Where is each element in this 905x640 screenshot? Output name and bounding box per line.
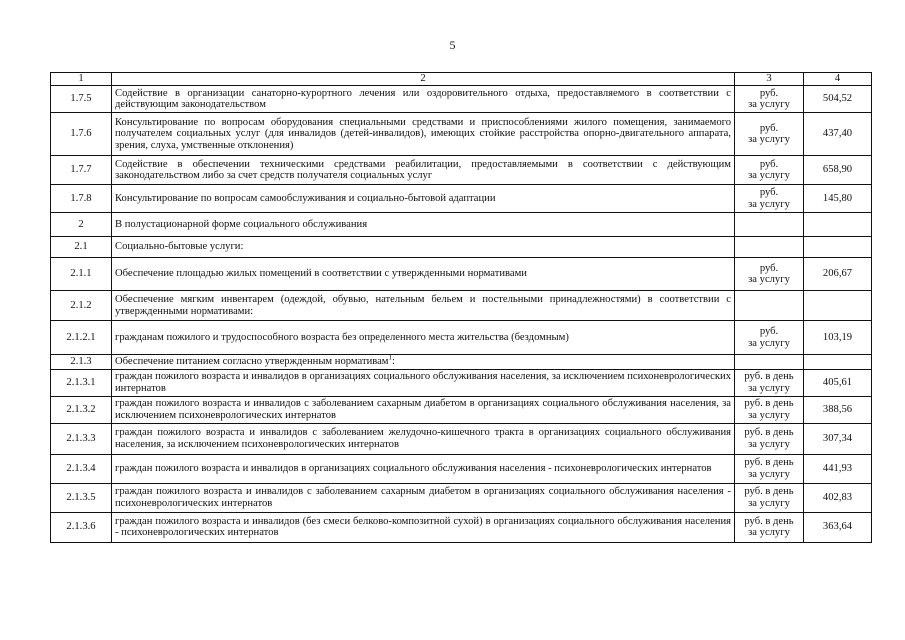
service-description-text: Содействие в организации санаторно-курортного лечения или оздоровительного отдыха, предоставляемого в соответствии с действующим законодательством	[115, 87, 731, 110]
service-description-text: В полустационарной форме социального обслуживания	[115, 218, 368, 230]
service-description-text: граждан пожилого возраста и инвалидов (без смеси белково-композитной сухой) в организациях социального обслуживания населения - психоневрологических интернатов	[115, 515, 731, 538]
table-row	[51, 185, 872, 213]
tariff-price: 363,64	[804, 512, 872, 542]
tariff-price: 441,93	[804, 454, 872, 483]
unit-line: руб.	[759, 122, 779, 134]
service-description-text: гражданам пожилого и трудоспособного возраста без определенного места жительства (бездомным)	[115, 331, 569, 343]
table-row	[51, 213, 872, 237]
unit-of-measure	[735, 355, 804, 370]
unit-of-measure	[735, 86, 804, 113]
header-col-2: 2	[112, 73, 735, 86]
unit-of-measure	[735, 113, 804, 156]
row-number: 1.7.6	[51, 113, 112, 156]
service-description-text: Консультирование по вопросам оборудования специальными средствами и приспособлениями жилого помещения, занимаемого получателем социальных услуг (для инвалидов (детей-инвалидов), имеющих стойкие расстройства опорно-двигательного аппарата, зрения, слуха, умственные отклонения)	[115, 116, 731, 151]
unit-of-measure	[735, 156, 804, 185]
tariff-price	[804, 291, 872, 321]
table-row	[51, 291, 872, 321]
unit-line: за услугу	[748, 438, 790, 450]
service-description	[112, 213, 735, 237]
tariff-price: 145,80	[804, 185, 872, 213]
tariff-price: 504,52	[804, 86, 872, 113]
service-description	[112, 237, 735, 258]
unit-line: за услугу	[748, 497, 790, 509]
unit-line: руб. в день	[744, 398, 794, 409]
unit-line: руб. в день	[744, 515, 794, 527]
service-description-text: Консультирование по вопросам самообслуживания и социально-бытовой адаптации	[115, 192, 496, 204]
service-description	[112, 369, 735, 396]
unit-line: руб.	[759, 326, 779, 337]
service-description-text: Социально-бытовые услуги:	[115, 241, 244, 253]
row-number: 1.7.7	[51, 156, 112, 185]
unit-of-measure	[735, 213, 804, 237]
tariff-price: 388,56	[804, 396, 872, 423]
table-row	[51, 237, 872, 258]
unit-line: за услугу	[748, 382, 790, 394]
tariff-price: 307,34	[804, 423, 872, 454]
table-row	[51, 258, 872, 291]
row-number: 2.1.3.3	[51, 423, 112, 454]
table-row	[51, 483, 872, 512]
row-number: 2.1.3.4	[51, 454, 112, 483]
service-description-text: Обеспечение мягким инвентарем (одеждой, обувью, нательным бельем и постельными принадлежностями) в соответствии с утвержденными нормативами:	[115, 294, 731, 317]
table-row	[51, 369, 872, 396]
tariff-price: 405,61	[804, 369, 872, 396]
tariff-price: 402,83	[804, 483, 872, 512]
table-body	[51, 86, 872, 543]
service-description	[112, 185, 735, 213]
table-row	[51, 321, 872, 355]
service-description	[112, 512, 735, 542]
unit-line: руб.	[759, 187, 779, 198]
service-description	[112, 396, 735, 423]
row-number: 1.7.8	[51, 185, 112, 213]
tariff-price: 103,19	[804, 321, 872, 355]
service-description	[112, 113, 735, 156]
row-number: 2.1.3	[51, 355, 112, 370]
service-description-text: Содействие в обеспечении техническими средствами реабилитации, предоставляемыми в соответствии с действующим законодательством либо за счет средств получателя социальных услуг	[115, 158, 731, 181]
service-description	[112, 355, 735, 370]
service-description-text: граждан пожилого возраста и инвалидов в организациях социального обслуживания населения - психоневрологических интернатов	[115, 462, 712, 474]
row-number: 2.1	[51, 237, 112, 258]
table-row	[51, 355, 872, 370]
service-description	[112, 291, 735, 321]
unit-line: за услугу	[748, 527, 790, 538]
unit-line: за услугу	[748, 134, 790, 145]
unit-of-measure	[735, 258, 804, 291]
unit-line: за услугу	[748, 337, 790, 349]
unit-of-measure	[735, 454, 804, 483]
unit-line: за услугу	[748, 198, 790, 210]
row-number: 2.1.3.2	[51, 396, 112, 423]
unit-line: руб.	[759, 262, 779, 274]
table-row	[51, 86, 872, 113]
service-description	[112, 156, 735, 185]
unit-line: руб. в день	[744, 371, 794, 382]
service-description-text: Обеспечение площадью жилых помещений в соответствии с утвержденными нормативами	[115, 268, 527, 280]
unit-line: за услугу	[748, 468, 790, 480]
page-number: 5	[449, 38, 456, 52]
unit-of-measure	[735, 185, 804, 213]
table-row	[51, 156, 872, 185]
unit-of-measure	[735, 512, 804, 542]
service-description-tail: :	[392, 356, 395, 367]
tariff-price	[804, 355, 872, 370]
header-row	[51, 73, 872, 86]
tariff-price: 206,67	[804, 258, 872, 291]
tariff-price: 658,90	[804, 156, 872, 185]
service-description-text: Обеспечение питанием согласно утвержденным нормативам	[115, 356, 389, 367]
unit-of-measure	[735, 321, 804, 355]
unit-line: руб.	[759, 158, 779, 170]
header-col-4: 4	[804, 73, 872, 86]
unit-line: за услугу	[748, 170, 790, 181]
tariff-price	[804, 213, 872, 237]
unit-of-measure	[735, 423, 804, 454]
unit-line: за услугу	[748, 409, 790, 421]
unit-line: руб. в день	[744, 427, 794, 438]
unit-line: за услугу	[748, 99, 790, 110]
service-description-text: граждан пожилого возраста и инвалидов с заболеванием желудочно-кишечного тракта в организациях социального обслуживания населения, за исключением психоневрологических интернатов	[115, 427, 731, 450]
unit-of-measure	[735, 237, 804, 258]
service-description	[112, 321, 735, 355]
unit-of-measure	[735, 396, 804, 423]
service-description	[112, 86, 735, 113]
table-row	[51, 423, 872, 454]
table-row	[51, 512, 872, 542]
unit-line: руб. в день	[744, 457, 794, 468]
tariff-table	[50, 72, 872, 543]
header-col-1: 1	[51, 73, 112, 86]
header-col-3: 3	[735, 73, 804, 86]
tariff-price: 437,40	[804, 113, 872, 156]
service-description	[112, 483, 735, 512]
tariff-price	[804, 237, 872, 258]
table-row	[51, 396, 872, 423]
service-description-text: граждан пожилого возраста и инвалидов с заболеванием сахарным диабетом в организациях социального обслуживания населения - психоневрологических интернатов	[115, 486, 731, 509]
service-description-text: граждан пожилого возраста и инвалидов в организациях социального обслуживания населения, за исключением психоневрологических интернатов	[115, 371, 731, 394]
unit-line: руб.	[759, 87, 779, 99]
row-number: 2.1.2	[51, 291, 112, 321]
unit-of-measure	[735, 369, 804, 396]
service-description	[112, 258, 735, 291]
row-number: 2.1.3.5	[51, 483, 112, 512]
table-row	[51, 113, 872, 156]
table-row	[51, 454, 872, 483]
footnote-mark: 1	[388, 354, 393, 362]
service-description	[112, 423, 735, 454]
unit-line: руб. в день	[744, 486, 794, 497]
row-number: 2.1.2.1	[51, 321, 112, 355]
row-number: 2.1.3.6	[51, 512, 112, 542]
row-number: 2.1.1	[51, 258, 112, 291]
service-description-text: граждан пожилого возраста и инвалидов с заболеванием сахарным диабетом в организациях социального обслуживания населения, за исключением психоневрологических интернатов	[115, 398, 731, 421]
row-number: 1.7.5	[51, 86, 112, 113]
service-description	[112, 454, 735, 483]
row-number: 2.1.3.1	[51, 369, 112, 396]
unit-of-measure	[735, 291, 804, 321]
unit-line: за услугу	[748, 274, 790, 285]
unit-of-measure	[735, 483, 804, 512]
row-number: 2	[51, 213, 112, 237]
